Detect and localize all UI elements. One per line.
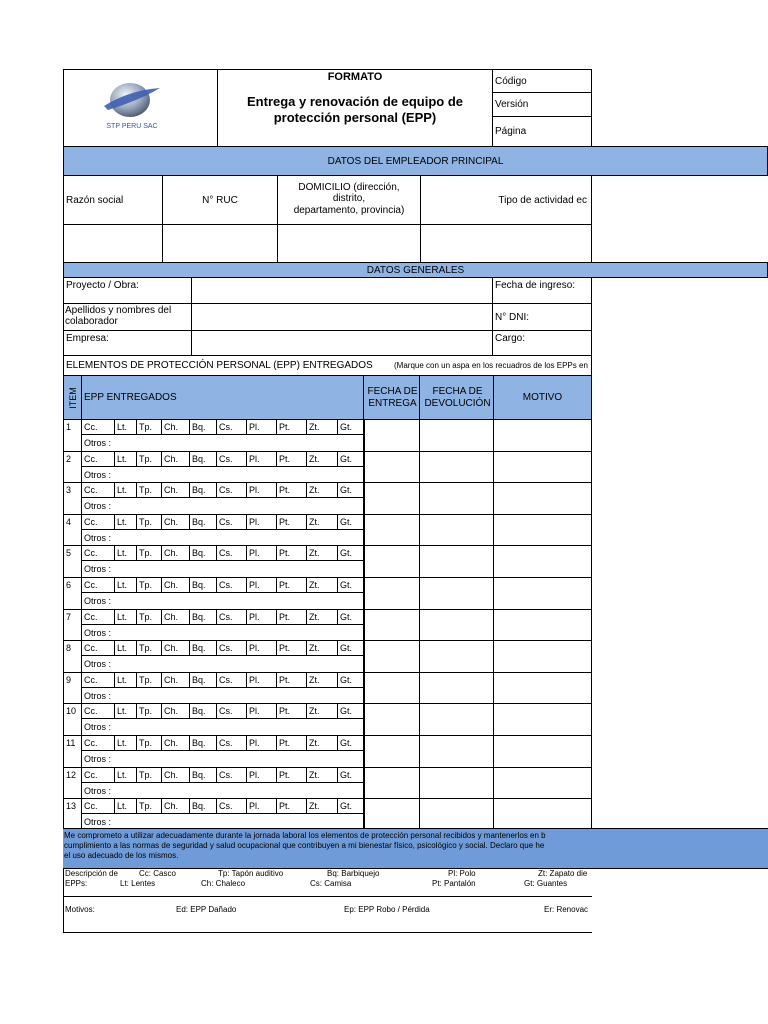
item-number: 4 xyxy=(63,514,82,546)
item-number: 10 xyxy=(63,703,82,736)
otros-field[interactable]: Otros : xyxy=(81,687,365,704)
epp-code-lt[interactable]: Lt. xyxy=(114,609,137,625)
compromiso-line1: Me comprometo a utilizar adecuadamente durante la jornada laboral los elementos de protección personal recibidos y mantenerlos en b xyxy=(64,831,546,840)
epp-code-bq[interactable]: Bq. xyxy=(189,735,217,751)
epp-code-bq[interactable]: Bq. xyxy=(189,514,217,530)
epp-code-pl[interactable]: Pl. xyxy=(246,545,277,561)
epp-code-gt[interactable]: Gt. xyxy=(337,545,365,561)
generales-section-header: DATOS GENERALES xyxy=(63,262,768,278)
epp-code-zt[interactable]: Zt. xyxy=(306,514,338,530)
motivo-cell[interactable] xyxy=(493,735,592,768)
epp-code-lt[interactable]: Lt. xyxy=(114,419,137,435)
pagina-cell: Página xyxy=(492,116,592,147)
epp-code-lt[interactable]: Lt. xyxy=(114,735,137,751)
desc-lt: Lt: Lentes xyxy=(120,879,156,888)
epp-code-cc[interactable]: Cc. xyxy=(81,672,115,688)
epp-code-bq[interactable]: Bq. xyxy=(189,419,217,435)
epp-code-tp[interactable]: Tp. xyxy=(136,735,162,751)
razon-social-input[interactable] xyxy=(63,224,163,263)
epp-code-pl[interactable]: Pl. xyxy=(246,577,277,593)
motivo-cell[interactable] xyxy=(493,419,592,452)
apellidos-input[interactable] xyxy=(191,303,493,331)
epp-code-bq[interactable]: Bq. xyxy=(189,482,217,498)
desc-gt: Gt: Guantes xyxy=(524,879,568,888)
epp-code-pl[interactable]: Pl. xyxy=(246,419,277,435)
epp-code-pt[interactable]: Pt. xyxy=(276,798,307,814)
actividad-input[interactable] xyxy=(420,224,592,263)
epp-code-lt[interactable]: Lt. xyxy=(114,672,137,688)
epp-code-zt[interactable]: Zt. xyxy=(306,672,338,688)
item-number: 1 xyxy=(63,419,82,452)
motivo-cell[interactable] xyxy=(493,577,592,610)
epp-code-cc[interactable]: Cc. xyxy=(81,545,115,561)
epp-header: EPP ENTREGADOS xyxy=(81,375,364,420)
epp-code-cs[interactable]: Cs. xyxy=(216,482,247,498)
ruc-input[interactable] xyxy=(162,224,278,263)
epp-code-lt[interactable]: Lt. xyxy=(114,514,137,530)
epp-code-pl[interactable]: Pl. xyxy=(246,514,277,530)
motivo-header: MOTIVO xyxy=(493,375,592,420)
epp-code-gt[interactable]: Gt. xyxy=(337,609,365,625)
epp-code-gt[interactable]: Gt. xyxy=(337,577,365,593)
fecha-entrega-cell[interactable] xyxy=(363,577,420,610)
fecha-devolucion-header xyxy=(419,375,494,420)
desc-pt: Pt: Pantalón xyxy=(432,879,476,888)
fecha-devolucion-cell[interactable] xyxy=(419,735,494,768)
motivo-cell[interactable] xyxy=(493,514,592,546)
epp-code-tp[interactable]: Tp. xyxy=(136,798,162,814)
desc-cs: Cs: Camisa xyxy=(310,879,352,888)
dni-label: N° DNI: xyxy=(492,303,592,331)
fecha-entrega-header xyxy=(363,375,420,420)
compromiso-box xyxy=(63,828,768,869)
epp-code-cs[interactable]: Cs. xyxy=(216,672,247,688)
fecha-devolucion-cell[interactable] xyxy=(419,609,494,641)
epp-code-pt[interactable]: Pt. xyxy=(276,482,307,498)
fecha-ingreso-label: Fecha de ingreso: xyxy=(492,277,592,304)
proyecto-label: Proyecto / Obra: xyxy=(63,277,192,304)
page-title-line2: protección personal (EPP) xyxy=(273,109,437,125)
epp-code-pl[interactable]: Pl. xyxy=(246,672,277,688)
epp-code-ch[interactable]: Ch. xyxy=(161,798,190,814)
domicilio-label-line2: distrito, xyxy=(332,193,366,204)
epp-code-tp[interactable]: Tp. xyxy=(136,703,162,719)
compromiso-line2: cumplimiento a las normas de seguridad y salud ocupacional que contribuyen a mi bienestar físico, psicológico y social. Declaro que he xyxy=(64,841,545,850)
motivo-ed: Ed: EPP Dañado xyxy=(176,905,237,914)
motivos-label: Motivos: xyxy=(65,905,95,914)
epp-code-bq[interactable]: Bq. xyxy=(189,703,217,719)
epp-code-cc[interactable]: Cc. xyxy=(81,735,115,751)
domicilio-label-line1: DOMICILIO (dirección, xyxy=(298,182,400,193)
otros-field[interactable]: Otros : xyxy=(81,813,365,831)
fecha-devolucion-cell[interactable] xyxy=(419,514,494,546)
empresa-input[interactable] xyxy=(191,330,493,356)
epp-code-ch[interactable]: Ch. xyxy=(161,514,190,530)
fecha-entrega-line2: ENTREGA xyxy=(368,398,417,409)
epp-code-tp[interactable]: Tp. xyxy=(136,640,162,656)
epp-code-gt[interactable]: Gt. xyxy=(337,482,365,498)
codigo-cell: Código xyxy=(492,69,592,93)
motivo-cell[interactable] xyxy=(493,703,592,736)
otros-field[interactable]: Otros : xyxy=(81,560,365,578)
epp-code-pt[interactable]: Pt. xyxy=(276,640,307,656)
motivo-cell[interactable] xyxy=(493,798,592,831)
epp-code-bq[interactable]: Bq. xyxy=(189,577,217,593)
epp-code-cc[interactable]: Cc. xyxy=(81,703,115,719)
cargo-label: Cargo: xyxy=(492,330,592,356)
razon-social-label: Razón social xyxy=(63,175,163,225)
epp-code-pl[interactable]: Pl. xyxy=(246,767,277,783)
fecha-entrega-cell[interactable] xyxy=(363,735,420,768)
epp-code-zt[interactable]: Zt. xyxy=(306,482,338,498)
epp-code-bq[interactable]: Bq. xyxy=(189,640,217,656)
epp-code-cc[interactable]: Cc. xyxy=(81,640,115,656)
epp-code-tp[interactable]: Tp. xyxy=(136,767,162,783)
motivo-cell[interactable] xyxy=(493,451,592,483)
fecha-entrega-cell[interactable] xyxy=(363,419,420,452)
epp-code-zt[interactable]: Zt. xyxy=(306,767,338,783)
epp-code-tp[interactable]: Tp. xyxy=(136,545,162,561)
epp-code-pt[interactable]: Pt. xyxy=(276,419,307,435)
epp-code-zt[interactable]: Zt. xyxy=(306,640,338,656)
motivo-cell[interactable] xyxy=(493,609,592,641)
epp-code-gt[interactable]: Gt. xyxy=(337,419,365,435)
domicilio-label-line3: departamento, provincia) xyxy=(293,205,405,216)
otros-field[interactable]: Otros : xyxy=(81,782,365,799)
epp-code-ch[interactable]: Ch. xyxy=(161,451,190,467)
motivos-box xyxy=(63,896,592,933)
epp-code-cs[interactable]: Cs. xyxy=(216,577,247,593)
epp-code-zt[interactable]: Zt. xyxy=(306,451,338,467)
proyecto-input[interactable] xyxy=(191,277,493,304)
epp-code-gt[interactable]: Gt. xyxy=(337,514,365,530)
epp-code-gt[interactable]: Gt. xyxy=(337,640,365,656)
epp-code-tp[interactable]: Tp. xyxy=(136,577,162,593)
epp-code-cc[interactable]: Cc. xyxy=(81,451,115,467)
fecha-entrega-cell[interactable] xyxy=(363,609,420,641)
epp-code-cc[interactable]: Cc. xyxy=(81,798,115,814)
item-number: 5 xyxy=(63,545,82,578)
epp-code-pt[interactable]: Pt. xyxy=(276,735,307,751)
otros-field[interactable]: Otros : xyxy=(81,497,365,515)
epp-code-gt[interactable]: Gt. xyxy=(337,767,365,783)
epp-code-bq[interactable]: Bq. xyxy=(189,767,217,783)
epp-code-pl[interactable]: Pl. xyxy=(246,735,277,751)
fecha-devolucion-cell[interactable] xyxy=(419,545,494,578)
epp-code-cc[interactable]: Cc. xyxy=(81,767,115,783)
fecha-entrega-cell[interactable] xyxy=(363,482,420,515)
epp-code-pl[interactable]: Pl. xyxy=(246,609,277,625)
fecha-devolucion-line2: DEVOLUCIÓN xyxy=(424,398,491,409)
ruc-label: N° RUC xyxy=(162,175,278,225)
desc-ch: Ch: Chaleco xyxy=(201,879,246,888)
epp-code-gt[interactable]: Gt. xyxy=(337,703,365,719)
apellidos-label-line2: colaborador xyxy=(65,316,118,327)
epp-code-zt[interactable]: Zt. xyxy=(306,419,338,435)
epp-code-zt[interactable]: Zt. xyxy=(306,703,338,719)
epp-code-gt[interactable]: Gt. xyxy=(337,672,365,688)
motivo-cell[interactable] xyxy=(493,767,592,799)
motivo-cell[interactable] xyxy=(493,545,592,578)
motivo-cell[interactable] xyxy=(493,482,592,515)
epp-code-cs[interactable]: Cs. xyxy=(216,767,247,783)
item-number: 13 xyxy=(63,798,82,831)
desc-bq: Bq: Barbiquejo xyxy=(327,869,380,878)
desc-zt: Zt: Zapato die xyxy=(538,869,588,878)
epp-code-tp[interactable]: Tp. xyxy=(136,672,162,688)
company-logo xyxy=(100,80,164,120)
epp-code-cs[interactable]: Cs. xyxy=(216,735,247,751)
otros-field[interactable]: Otros : xyxy=(81,592,365,610)
epp-code-ch[interactable]: Ch. xyxy=(161,419,190,435)
epp-code-pl[interactable]: Pl. xyxy=(246,482,277,498)
fecha-devolucion-cell[interactable] xyxy=(419,640,494,673)
fecha-entrega-cell[interactable] xyxy=(363,545,420,578)
elementos-note: (Marque con un aspa en los recuadros de los EPPs en xyxy=(394,361,588,370)
epp-code-lt[interactable]: Lt. xyxy=(114,577,137,593)
version-cell: Versión xyxy=(492,92,592,117)
otros-field[interactable]: Otros : xyxy=(81,718,365,736)
fecha-devolucion-cell[interactable] xyxy=(419,703,494,736)
otros-field[interactable]: Otros : xyxy=(81,529,365,546)
epp-code-pt[interactable]: Pt. xyxy=(276,672,307,688)
item-number: 8 xyxy=(63,640,82,673)
epp-code-tp[interactable]: Tp. xyxy=(136,609,162,625)
epp-code-zt[interactable]: Zt. xyxy=(306,577,338,593)
epp-code-zt[interactable]: Zt. xyxy=(306,735,338,751)
epp-code-cs[interactable]: Cs. xyxy=(216,609,247,625)
item-number: 7 xyxy=(63,609,82,641)
fecha-devolucion-cell[interactable] xyxy=(419,577,494,610)
epp-code-ch[interactable]: Ch. xyxy=(161,767,190,783)
epp-code-pt[interactable]: Pt. xyxy=(276,609,307,625)
fecha-entrega-cell[interactable] xyxy=(363,451,420,483)
epp-code-zt[interactable]: Zt. xyxy=(306,609,338,625)
fecha-devolucion-cell[interactable] xyxy=(419,419,494,452)
otros-field[interactable]: Otros : xyxy=(81,624,365,641)
epp-code-gt[interactable]: Gt. xyxy=(337,451,365,467)
epp-code-cs[interactable]: Cs. xyxy=(216,545,247,561)
epp-code-lt[interactable]: Lt. xyxy=(114,767,137,783)
epp-code-bq[interactable]: Bq. xyxy=(189,609,217,625)
epp-code-ch[interactable]: Ch. xyxy=(161,735,190,751)
fecha-devolucion-cell[interactable] xyxy=(419,767,494,799)
elementos-row xyxy=(63,355,592,376)
item-number: 12 xyxy=(63,767,82,799)
epp-code-zt[interactable]: Zt. xyxy=(306,798,338,814)
otros-field[interactable]: Otros : xyxy=(81,466,365,483)
otros-field[interactable]: Otros : xyxy=(81,434,365,452)
epp-code-ch[interactable]: Ch. xyxy=(161,703,190,719)
empleador-section-header: DATOS DEL EMPLEADOR PRINCIPAL xyxy=(63,146,768,176)
epp-code-lt[interactable]: Lt. xyxy=(114,640,137,656)
epp-code-pt[interactable]: Pt. xyxy=(276,451,307,467)
epp-code-gt[interactable]: Gt. xyxy=(337,735,365,751)
epp-code-bq[interactable]: Bq. xyxy=(189,672,217,688)
epp-code-cc[interactable]: Cc. xyxy=(81,514,115,530)
epp-code-tp[interactable]: Tp. xyxy=(136,482,162,498)
epp-code-tp[interactable]: Tp. xyxy=(136,514,162,530)
fecha-devolucion-cell[interactable] xyxy=(419,482,494,515)
motivo-ep: Ep: EPP Robo / Pérdida xyxy=(344,905,430,914)
actividad-label-text: Tipo de actividad ec xyxy=(498,194,587,206)
epp-code-tp[interactable]: Tp. xyxy=(136,419,162,435)
formato-label: FORMATO xyxy=(327,71,383,83)
epp-code-cs[interactable]: Cs. xyxy=(216,514,247,530)
epp-code-ch[interactable]: Ch. xyxy=(161,482,190,498)
epp-code-pt[interactable]: Pt. xyxy=(276,545,307,561)
epp-code-pt[interactable]: Pt. xyxy=(276,703,307,719)
empresa-label: Empresa: xyxy=(63,330,192,356)
epp-code-pl[interactable]: Pl. xyxy=(246,451,277,467)
epp-code-lt[interactable]: Lt. xyxy=(114,798,137,814)
epp-code-ch[interactable]: Ch. xyxy=(161,672,190,688)
epp-code-bq[interactable]: Bq. xyxy=(189,545,217,561)
item-header xyxy=(63,375,82,420)
fecha-entrega-cell[interactable] xyxy=(363,798,420,831)
epp-code-ch[interactable]: Ch. xyxy=(161,609,190,625)
item-number: 6 xyxy=(63,577,82,610)
epp-code-lt[interactable]: Lt. xyxy=(114,451,137,467)
epp-code-cs[interactable]: Cs. xyxy=(216,798,247,814)
epp-code-gt[interactable]: Gt. xyxy=(337,798,365,814)
epp-code-pl[interactable]: Pl. xyxy=(246,640,277,656)
fecha-devolucion-cell[interactable] xyxy=(419,798,494,831)
globe-logo-icon xyxy=(100,80,164,120)
fecha-entrega-cell[interactable] xyxy=(363,703,420,736)
actividad-label xyxy=(420,175,592,225)
elementos-title: ELEMENTOS DE PROTECCIÓN PERSONAL (EPP) ENTREGADOS xyxy=(66,360,373,371)
motivo-cell[interactable] xyxy=(493,672,592,704)
desc-tp: Tp: Tapón auditivo xyxy=(218,869,284,878)
desc-cc: Cc: Casco xyxy=(139,869,176,878)
epp-code-cs[interactable]: Cs. xyxy=(216,451,247,467)
epp-code-zt[interactable]: Zt. xyxy=(306,545,338,561)
fecha-entrega-cell[interactable] xyxy=(363,640,420,673)
epp-code-lt[interactable]: Lt. xyxy=(114,482,137,498)
item-header-text: ITEM xyxy=(68,387,78,409)
item-number: 11 xyxy=(63,735,82,768)
epp-code-pt[interactable]: Pt. xyxy=(276,767,307,783)
epp-code-bq[interactable]: Bq. xyxy=(189,451,217,467)
motivo-cell[interactable] xyxy=(493,640,592,673)
motivo-er: Er: Renovac xyxy=(544,905,589,914)
item-number: 9 xyxy=(63,672,82,704)
page-title-line1: Entrega y renovación de equipo de xyxy=(247,93,463,109)
epp-code-pt[interactable]: Pt. xyxy=(276,514,307,530)
company-name: STP PERU SAC xyxy=(106,122,158,130)
apellidos-label-line1: Apellidos y nombres del xyxy=(65,305,172,316)
epp-code-lt[interactable]: Lt. xyxy=(114,703,137,719)
epp-code-ch[interactable]: Ch. xyxy=(161,577,190,593)
epp-code-cs[interactable]: Cs. xyxy=(216,640,247,656)
epp-code-tp[interactable]: Tp. xyxy=(136,451,162,467)
epp-code-pl[interactable]: Pl. xyxy=(246,798,277,814)
epp-code-lt[interactable]: Lt. xyxy=(114,545,137,561)
item-number: 2 xyxy=(63,451,82,483)
descripcion-label-line1: Descripción de xyxy=(65,869,118,878)
epp-code-cc[interactable]: Cc. xyxy=(81,577,115,593)
desc-pl: Pl: Polo xyxy=(448,869,476,878)
fecha-devolucion-cell[interactable] xyxy=(419,672,494,704)
otros-field[interactable]: Otros : xyxy=(81,750,365,768)
compromiso-line3: el uso adecuado de los mismos. xyxy=(64,851,179,860)
epp-code-cs[interactable]: Cs. xyxy=(216,419,247,435)
fecha-entrega-cell[interactable] xyxy=(363,672,420,704)
epp-code-pt[interactable]: Pt. xyxy=(276,577,307,593)
fecha-entrega-line1: FECHA DE xyxy=(367,386,418,397)
epp-code-cs[interactable]: Cs. xyxy=(216,703,247,719)
descripcion-label-line2: EPPs: xyxy=(65,879,88,888)
descripcion-box xyxy=(63,868,592,897)
fecha-devolucion-line1: FECHA DE xyxy=(432,386,483,397)
epp-code-cc[interactable]: Cc. xyxy=(81,609,115,625)
fecha-devolucion-cell[interactable] xyxy=(419,451,494,483)
epp-code-cc[interactable]: Cc. xyxy=(81,419,115,435)
epp-code-pl[interactable]: Pl. xyxy=(246,703,277,719)
epp-code-bq[interactable]: Bq. xyxy=(189,798,217,814)
epp-code-ch[interactable]: Ch. xyxy=(161,640,190,656)
item-number: 3 xyxy=(63,482,82,515)
epp-code-cc[interactable]: Cc. xyxy=(81,482,115,498)
otros-field[interactable]: Otros : xyxy=(81,655,365,673)
fecha-entrega-cell[interactable] xyxy=(363,514,420,546)
fecha-entrega-cell[interactable] xyxy=(363,767,420,799)
domicilio-input[interactable] xyxy=(277,224,421,263)
epp-code-ch[interactable]: Ch. xyxy=(161,545,190,561)
